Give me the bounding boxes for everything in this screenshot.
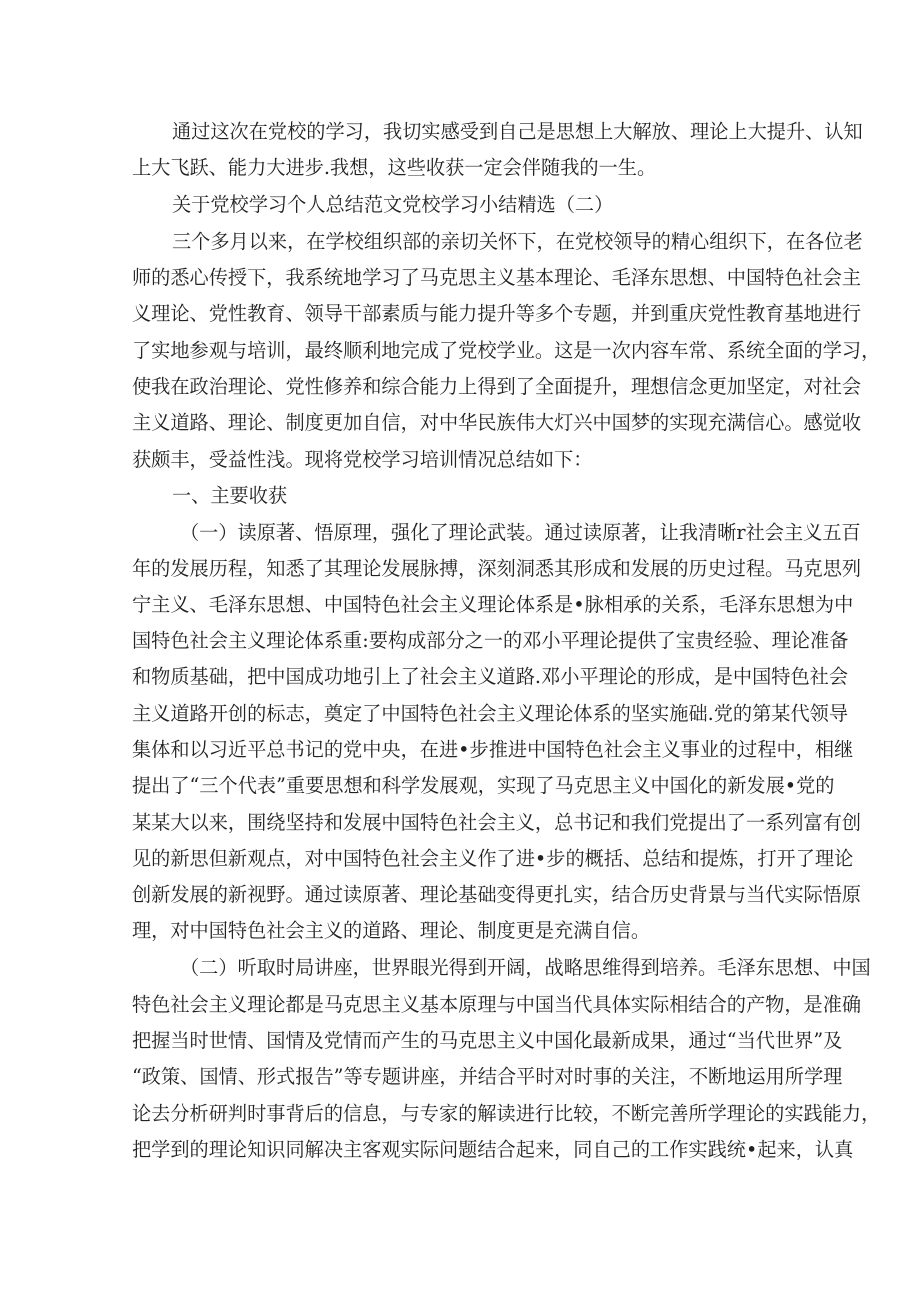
text-line: 论去分析研判时事背后的信息，与专家的解读进行比较，不断完善所学理论的实践能力， [132, 1102, 881, 1125]
text-line: 通过这次在党校的学习，我切实感受到自己是思想上大解放、理论上大提升、认知 [172, 120, 863, 143]
text-line: 了实地参观与培训，最终顺利地完成了党校学业。这是一次内容车常、系统全面的学习， [132, 339, 881, 362]
text-line: 宁主义、毛泽东思想、中国特色社会主义理论体系是•脉相承的关系，毛泽东思想为中 [132, 593, 854, 616]
text-line: 国特色社会主义理论体系重:要构成部分之一的邓小平理论提供了宝贵经验、理论准备 [132, 629, 849, 652]
text-line: （一）读原著、悟原理，强化了理论武装。通过读原著，让我清晰r社会主义五百 [180, 521, 861, 544]
text-line: 特色社会主义理论都是马克思主义基本原理与中国当代具体实际相结合的产物，是准确 [132, 993, 862, 1016]
text-line: 三个多月以来，在学校组织部的亲切关怀下，在党校领导的精心组织下，在各位老 [172, 230, 863, 253]
text-line: 把握当时世情、国情及党情而产生的马克思主义中国化最新成果，通过“当代世界”及 [132, 1029, 843, 1052]
text-line: 师的悉心传授下，我系统地学习了马克思主义基本理论、毛泽东思想、中国特色社会主 [132, 266, 862, 289]
text-line: 主义道路、理论、制度更加自信，对中华民族伟大灯兴中国梦的实现充满信心。感觉收 [132, 411, 862, 434]
text-line: 集体和以习近平总书记的党中央，在进•步推进中国特色社会主义事业的过程中，相继 [132, 738, 854, 761]
text-line: 某某大以来，围绕坚持和发展中国特色社会主义，总书记和我们党提出了一系列富有创 [132, 811, 862, 834]
text-line: 上大飞跃、能力大进步.我想，这些收获一定会伴随我的一生。 [132, 156, 657, 179]
text-line: 提出了“三个代表”重要思想和科学发展观，实现了马克思主义中国化的新发展•党的 [132, 774, 835, 797]
text-line: 和物质基础，把中国成功地引上了社会主义道路.邓小平理论的形成，是中国特色社会 [132, 665, 849, 688]
section-heading: 一、主要收获 [172, 484, 288, 507]
text-line: “政策、国情、形式报告”等专题讲座，并结合平时对时事的关注，不断地运用所学理 [132, 1065, 843, 1088]
text-line: 获颇丰，受益性浅。现将党校学习培训情况总结如下： [132, 448, 593, 471]
text-line: 创新发展的新视野。通过读原著、理论基础变得更扎实，结合历史背景与当代实际悟原 [132, 883, 862, 906]
text-line: 年的发展历程，知悉了其理论发展脉搏，深刻洞悉其形成和发展的历史过程。马克思列 [132, 557, 862, 580]
text-line: 主义道路开创的标志，奠定了中国特色社会主义理论体系的坚实施础.党的第某代领导 [132, 702, 849, 725]
text-line: 义理论、党性教育、领导干部素质与能力提升等多个专题，并到重庆党性教育基地进行 [132, 302, 862, 325]
text-line: 把学到的理论知识同解决主客观实际问题结合起来，同自己的工作实践统•起来，认真 [132, 1138, 854, 1161]
section-title: 关于党校学习个人总结范文党校学习小结精选（二） [172, 193, 614, 216]
text-line: 见的新思但新观点，对中国特色社会主义作了进•步的概括、总结和提炼，打开了理论 [132, 847, 854, 870]
text-line: 使我在政治理论、党性修养和综合能力上得到了全面提升，理想信念更加坚定，对社会 [132, 375, 862, 398]
text-line: （二）听取时局讲座，世界眼光得到开阔，战略思维得到培养。毛泽东思想、中国 [180, 956, 871, 979]
text-line: 理，对中国特色社会主义的道路、理论、制度更是充满自信。 [132, 919, 651, 942]
